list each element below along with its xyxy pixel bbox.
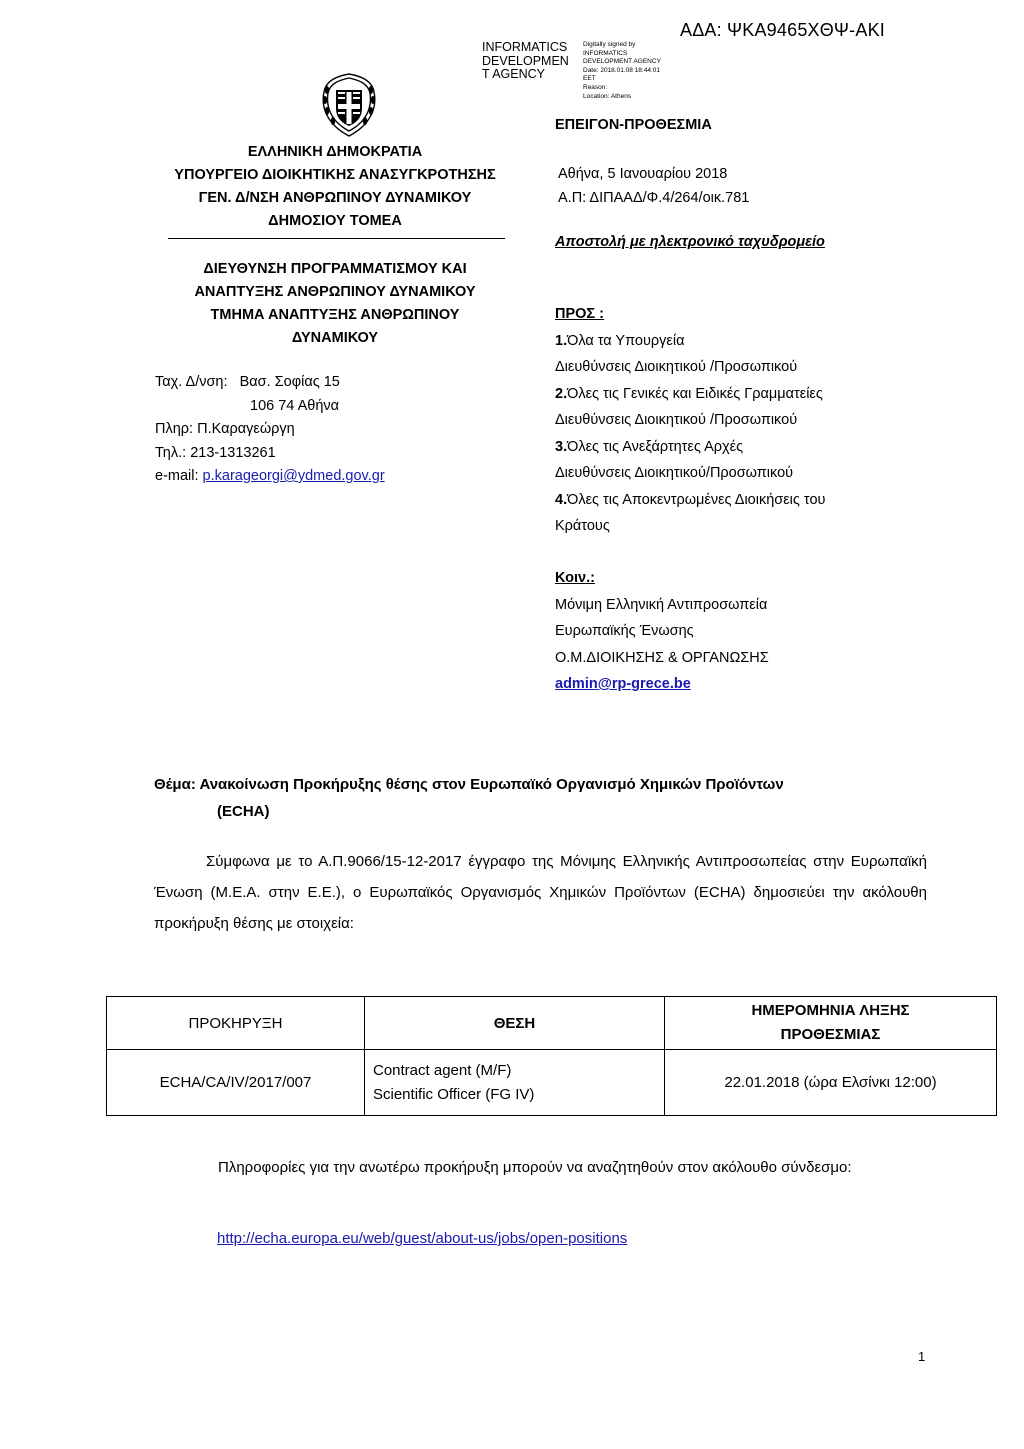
protocol-number: Α.Π: ΔΙΠΑΑΔ/Φ.4/264/οικ.781 [558,189,750,206]
address-street: Βασ. Σοφίας 15 [239,374,340,390]
recipient-item-detail: Κράτους [555,518,610,534]
info-paragraph: Πληροφορίες για την ανωτέρω προκήρυξη μπορούν να αναζητηθούν στον ακόλουθο σύνδεσμο: [218,1159,852,1176]
signature-detail-line: Reason: [583,83,608,91]
cc-line: Μόνιμη Ελληνική Αντιπροσωπεία [555,596,768,613]
recipient-item-detail: Διευθύνσεις Διοικητικού /Προσωπικού [555,359,798,375]
signature-name-line: DEVELOPMEN [482,53,569,68]
document-date: Αθήνα, 5 Ιανουαρίου 2018 [558,166,728,182]
recipient-item: 1.Όλα τα Υπουργεία [555,332,685,349]
header-position: ΘΕΣΗ [365,997,665,1050]
table-header-row [107,997,997,1050]
cc-line: Ο.Μ.ΔΙΟΙΚΗΣΗΣ & ΟΡΓΑΝΩΣΗΣ [555,649,769,666]
cc-email-link[interactable]: admin@rp-grece.be [555,676,691,692]
signature-detail-line: Date: 2018.01.08 18:44:01 [583,66,660,74]
recipient-item: 3.Όλες τις Ανεξάρτητες Αρχές [555,438,744,455]
recipient-item-detail: Διευθύνσεις Διοικητικού /Προσωπικού [555,412,798,428]
signature-details [583,41,661,101]
signature-detail-line: INFORMATICS [583,49,628,57]
subject [154,771,929,825]
department-line: ΑΝΑΠΤΥΞΗΣ ΑΝΘΡΩΠΙΝΟΥ ΔΥΝΑΜΙΚΟΥ [194,284,476,300]
cc-label: Κοιν.: [555,570,595,586]
contact-email-link[interactable]: p.karageorgi@ydmed.gov.gr [202,468,385,484]
contact-block [155,371,385,489]
issuer-line: ΕΛΛΗΝΙΚΗ ΔΗΜΟΚΡΑΤΙΑ [247,144,423,160]
address-row [155,371,385,395]
recipients-label: ΠΡΟΣ : [555,306,604,322]
recipient-item: 4.Όλες τις Αποκεντρωμένες Διοικήσεις του [555,491,826,508]
header-reference: ΠΡΟΚΗΡΥΞΗ [107,997,365,1050]
signature-detail-line: EET [583,75,596,83]
department-line: ΔΥΝΑΜΙΚΟΥ [291,330,379,346]
urgent-label: ΕΠΕΙΓΟΝ-ΠΡΟΘΕΣΜΙΑ [555,117,712,133]
hellenic-emblem-icon [318,72,380,140]
signature-detail-line: DEVELOPMENT AGENCY [583,58,661,66]
cell-reference: ECHA/CA/IV/2017/007 [107,1050,365,1116]
send-method: Αποστολή με ηλεκτρονικό ταχυδρομείο [555,234,825,250]
signature-detail-line: Digitally signed by [583,41,636,48]
department-line: ΤΜΗΜΑ ΑΝΑΠΤΥΞΗΣ ΑΝΘΡΩΠΙΝΟΥ [210,307,460,323]
issuer-header [150,141,520,233]
header-deadline: ΗΜΕΡΟΜΗΝΙΑ ΛΗΞΗΣ ΠΡΟΘΕΣΜΙΑΣ [665,997,997,1050]
cc-line: Ευρωπαϊκής Ένωσης [555,623,694,639]
issuer-line: ΓΕΝ. Δ/ΝΣΗ ΑΝΘΡΩΠΙΝΟΥ ΔΥΝΑΜΙΚΟΥ [198,190,472,206]
address-label: Ταχ. Δ/νση: [155,374,228,390]
contact-phone: Τηλ.: 213-1313261 [155,444,276,461]
department-line: ΔΙΕΥΘΥΝΣΗ ΠΡΟΓΡΑΜΜΑΤΙΣΜΟΥ ΚΑΙ [203,261,467,277]
issuer-line: ΔΗΜΟΣΙΟΥ ΤΟΜΕΑ [268,213,402,229]
department-header [150,258,520,350]
email-label: e-mail: [155,468,199,484]
address-city: 106 74 Αθήνα [250,397,340,414]
table-row [107,1050,997,1116]
echa-jobs-link[interactable]: http://echa.europa.eu/web/guest/about-us/jobs/open-positions [217,1230,628,1247]
signature-name [482,41,569,82]
signature-name-line: T AGENCY [482,67,545,81]
email-row [155,465,385,489]
issuer-line: ΥΠΟΥΡΓΕΙΟ ΔΙΟΙΚΗΤΙΚΗΣ ΑΝΑΣΥΓΚΡΟΤΗΣΗΣ [174,167,496,183]
page-number: 1 [918,1349,926,1364]
recipients-block [555,301,825,540]
cell-deadline: 22.01.2018 (ώρα Ελσίνκι 12:00) [665,1050,997,1116]
vacancy-table [106,996,997,1116]
header-divider [168,238,505,239]
recipient-item-detail: Διευθύνσεις Διοικητικού/Προσωπικού [555,465,794,481]
contact-person: Πληρ: Π.Καραγεώργη [155,421,295,437]
cell-position: Contract agent (M/F) Scientific Officer (FG IV) [365,1050,665,1116]
body-paragraph: Σύμφωνα με το Α.Π.9066/15-12-2017 έγγραφο της Μόνιμης Ελληνικής Αντιπροσωπείας στην Ευρωπαϊκή Ένωση (Μ.Ε.Α. στην Ε.Ε.), ο Ευρωπαϊκός Οργανισμός Χημικών Προϊόντων (ECHA) δημοσιεύει την ακόλουθη προκήρυξη θέσης με στοιχεία: [154,853,927,932]
ada-code: ΑΔΑ: ΨΚΑ9465ΧΘΨ-ΑΚΙ [680,20,885,40]
subject-line: (ECHA) [217,803,270,820]
date-protocol [558,163,749,210]
cc-block [555,565,769,698]
signature-detail-line: Location: Athens [583,92,632,100]
subject-line: Θέμα: Ανακοίνωση Προκήρυξης θέσης στον Ευρωπαϊκό Οργανισμό Χημικών Προϊόντων [154,776,784,793]
signature-name-line: INFORMATICS [482,40,568,54]
recipient-item: 2.Όλες τις Γενικές και Ειδικές Γραμματείες [555,385,823,402]
